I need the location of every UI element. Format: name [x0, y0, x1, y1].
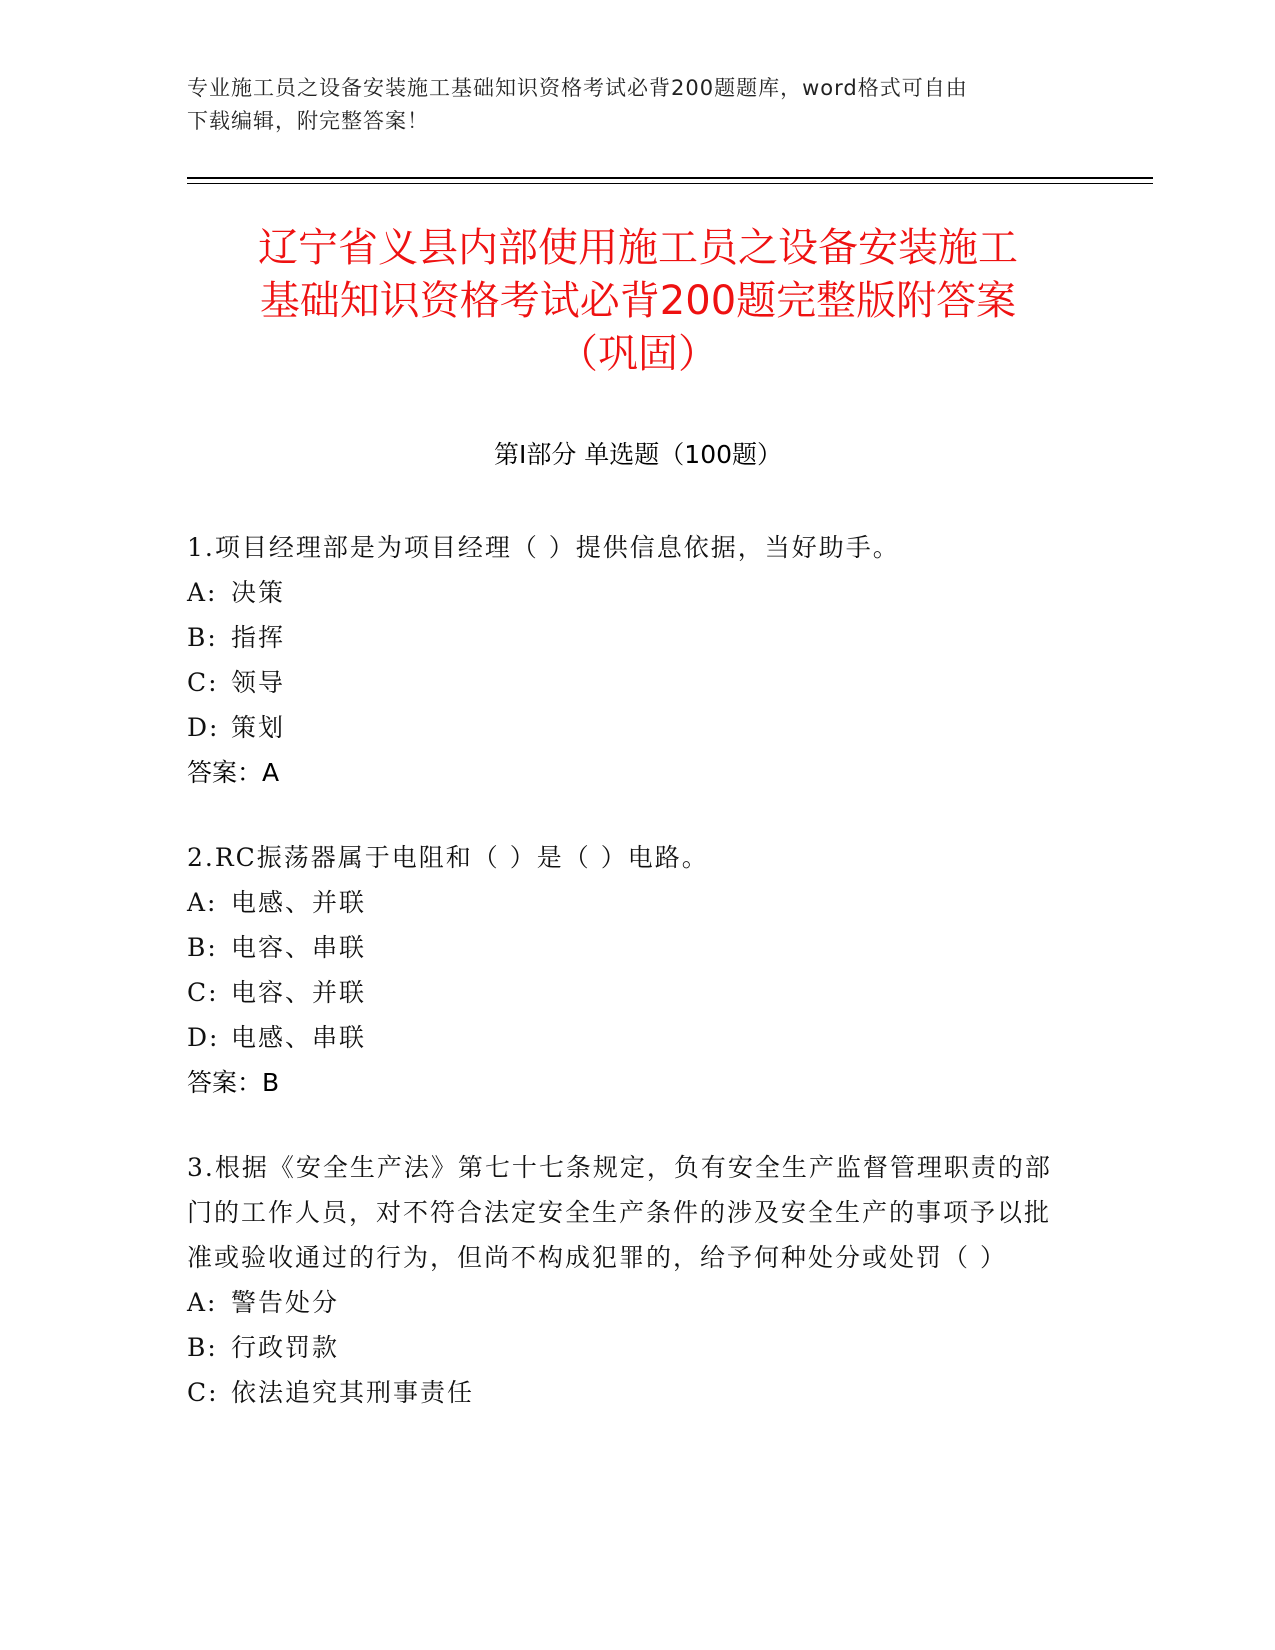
option-text: 警告处分: [231, 1288, 340, 1317]
question-list: [187, 525, 1067, 1455]
option-b: [187, 1325, 1067, 1370]
option-b: [187, 925, 1067, 970]
option-letter: D:: [187, 713, 220, 742]
option-b: [187, 615, 1067, 660]
option-letter: A:: [187, 888, 218, 917]
option-letter: A:: [187, 578, 218, 607]
answer: 答案：B: [187, 1068, 280, 1097]
question-stem: 1.项目经理部是为项目经理（ ）提供信息依据，当好助手。: [187, 533, 900, 562]
option-letter: C:: [187, 668, 219, 697]
answer: 答案：A: [187, 758, 280, 787]
option-a: [187, 1280, 1067, 1325]
option-letter: B:: [187, 623, 218, 652]
option-text: 电感、并联: [231, 888, 367, 917]
question-1: [187, 525, 1067, 795]
option-text: 电容、并联: [231, 978, 367, 1007]
option-text: 领导: [231, 668, 286, 697]
option-letter: D:: [187, 1023, 220, 1052]
header-divider-thick: [187, 177, 1153, 179]
option-text: 决策: [231, 578, 286, 607]
title-line-1: 辽宁省义县内部使用施工员之设备安装施工: [258, 225, 1018, 271]
option-letter: A:: [187, 1288, 218, 1317]
option-c: [187, 660, 1067, 705]
section-heading: 第Ⅰ部分 单选题（100题）: [493, 440, 783, 469]
question-3: [187, 1145, 1067, 1415]
header-note: [187, 72, 1087, 138]
option-letter: C:: [187, 1378, 219, 1407]
option-letter: B:: [187, 1333, 218, 1362]
option-text: 电感、串联: [231, 1023, 367, 1052]
option-a: [187, 880, 1067, 925]
option-text: 指挥: [231, 623, 286, 652]
option-d: [187, 1015, 1067, 1060]
option-text: 电容、串联: [231, 933, 367, 962]
header-note-line-2: 下载编辑，附完整答案！: [187, 109, 429, 133]
header-note-line-1: 专业施工员之设备安装施工基础知识资格考试必背200题题库，word格式可自由: [187, 76, 968, 100]
title-line-3: （巩固）: [558, 331, 718, 377]
document-title: [187, 222, 1089, 381]
option-letter: B:: [187, 933, 218, 962]
option-d: [187, 705, 1067, 750]
question-stem: 2.RC振荡器属于电阻和（ ）是（ ）电路。: [187, 843, 709, 872]
option-letter: C:: [187, 978, 219, 1007]
option-text: 行政罚款: [231, 1333, 340, 1362]
option-text: 策划: [231, 713, 286, 742]
header-divider-thin: [187, 183, 1153, 184]
question-2: [187, 835, 1067, 1105]
title-line-2: 基础知识资格考试必背200题完整版附答案: [259, 278, 1017, 324]
option-text: 依法追究其刑事责任: [231, 1378, 475, 1407]
option-c: [187, 970, 1067, 1015]
question-stem: 3.根据《安全生产法》第七十七条规定，负有安全生产监督管理职责的部门的工作人员，对不符合法定安全生产条件的涉及安全生产的事项予以批准或验收通过的行为，但尚不构成犯罪的，给予何种处分或处罚（ ）: [187, 1153, 1052, 1272]
option-c: [187, 1370, 1067, 1415]
option-a: [187, 570, 1067, 615]
